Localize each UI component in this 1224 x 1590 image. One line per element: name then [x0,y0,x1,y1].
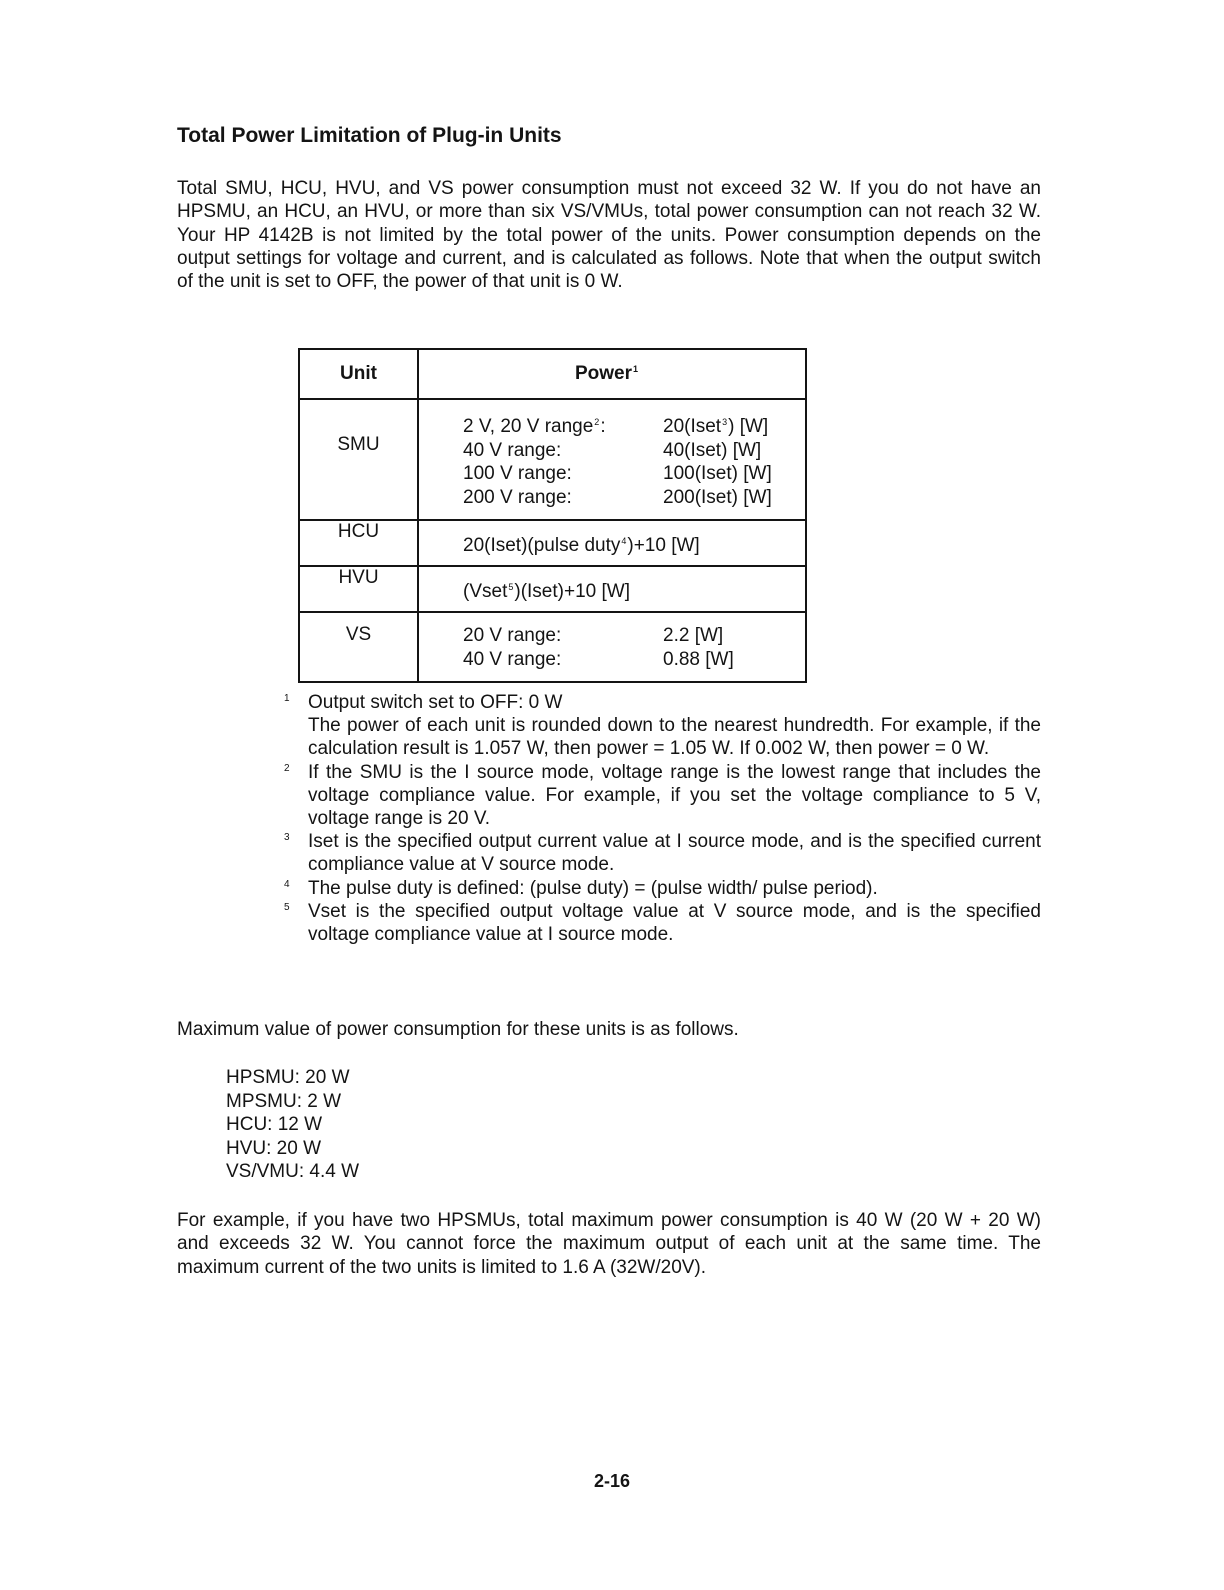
smu-range-suffix: : [600,416,606,437]
header-unit: Unit [299,349,418,399]
hcu-formula-text: 20(Iset)(pulse duty [463,534,621,556]
smu-row [463,411,805,439]
smu-range-footnote: 2 [594,417,600,427]
list-item: HCU: 12 W [226,1114,323,1135]
hvu-formula-text: (Vset [463,580,508,602]
header-power [418,349,806,399]
power-smu [418,399,806,520]
footnote-item [284,900,1041,946]
hvu-formula-suffix: )(Iset)+10 [W] [514,580,630,602]
smu-power-formula: 40(Iset) [W] [663,439,762,461]
smu-range-label: 100 V range: [463,463,572,484]
footnote-text: Vset is the specified output voltage value at V source mode, and is the specified voltage compliance value at I source mode. [308,900,1041,946]
footnote-text: The pulse duty is defined: (pulse duty) = (pulse width/ pulse period). [308,877,878,899]
footnote-line: The power of each unit is rounded down to the nearest hundredth. For example, if the calculation result is 1.057 W, then power = 1.05 W. If 0.002 W, then power = 0 W. [308,715,1041,760]
vs-row [463,648,805,672]
list-item: HVU: 20 W [226,1137,322,1159]
vs-power-value: 0.88 [W] [663,648,734,670]
page-number: 2-16 [593,1471,631,1491]
vs-range-label: 20 V range: [463,625,562,646]
unit-hcu: HCU [299,520,418,566]
power-hvu [418,566,806,612]
smu-range-label: 200 V range: [463,486,572,508]
list-item: HPSMU: 20 W [226,1067,350,1088]
smu-power-formula [663,411,768,439]
smu-power-formula: 100(Iset) [W] [663,463,772,484]
unit-smu: SMU [299,399,418,520]
footnote-text: If the SMU is the I source mode, voltage range is the lowest range that includes the voltage compliance value. For example, if you set the voltage compliance to 5 V, voltage range is 20 V. [308,761,1041,830]
footnote-item [284,877,1041,900]
table-row-hvu [299,566,806,612]
footnote-number: 4 [284,878,290,890]
smu-range-text: 2 V, 20 V range [463,416,594,437]
header-power-label: Power [575,363,633,384]
example-paragraph: For example, if you have two HPSMUs, total maximum power consumption is 40 W (20 W + 20 W) and exceeds 32 W. You cannot force the maximum output of each unit at the same time. The maximum current of the two units is limited to 1.6 A (32W/20V). [177,1210,1041,1278]
vs-range-label: 40 V range: [463,648,562,670]
header-power-footnote: 1 [633,364,639,374]
hcu-footnote: 4 [621,535,627,546]
footnote-number: 2 [284,762,290,774]
footnote-item [284,691,1041,761]
table-header-row [299,349,806,399]
vs-row [463,624,805,648]
footnotes [284,691,1041,946]
hcu-formula-suffix: )+10 [W] [627,534,700,556]
list-item: MPSMU: 2 W [226,1090,342,1112]
footnote-text: Iset is the specified output current value at I source mode, and is the specified current compliance value at V source mode. [308,831,1041,876]
footnote-text [308,691,1041,761]
footnote-line: Output switch set to OFF: 0 W [308,692,563,713]
list-item: VS/VMU: 4.4 W [226,1161,360,1182]
footnote-number: 5 [284,901,290,913]
max-power-intro: Maximum value of power consumption for these units is as follows. [177,1019,739,1040]
vs-power-value: 2.2 [W] [663,625,724,646]
power-hcu [418,520,806,566]
power-vs [418,612,806,682]
unit-hvu: HVU [299,566,418,612]
smu-row [463,439,805,463]
footnote-item [284,830,1041,876]
smu-row [463,486,805,510]
hvu-footnote: 5 [508,581,514,592]
smu-formula-suffix: ) [W] [728,416,769,437]
table-row-hcu [299,520,806,566]
power-table [298,348,807,683]
smu-row [463,462,805,486]
unit-vs: VS [299,612,418,682]
smu-range-label: 40 V range: [463,439,562,461]
table-row-vs [299,612,806,682]
table-row-smu [299,399,806,520]
smu-formula-text: 20(Iset [663,416,722,437]
smu-formula-footnote: 3 [722,417,728,427]
smu-range-label [463,411,663,439]
footnote-item [284,761,1041,831]
footnote-number: 3 [284,832,290,844]
max-power-list [226,1066,359,1184]
intro-paragraph: Total SMU, HCU, HVU, and VS power consumption must not exceed 32 W. If you do not have an HPSMU, an HCU, an HVU, or more than six VS/VMUs, total power consumption can not reach 32 W. Your HP 4142B is not limited by the total power of the units. Power consumption depends on the output settings for voltage and current, and is calculated as follows. Note that when the output switch of the unit is set to OFF, the power of that unit is 0 W. [177,178,1041,293]
smu-power-formula: 200(Iset) [W] [663,486,772,508]
page-title: Total Power Limitation of Plug-in Units [177,124,562,147]
footnote-number: 1 [284,693,290,704]
